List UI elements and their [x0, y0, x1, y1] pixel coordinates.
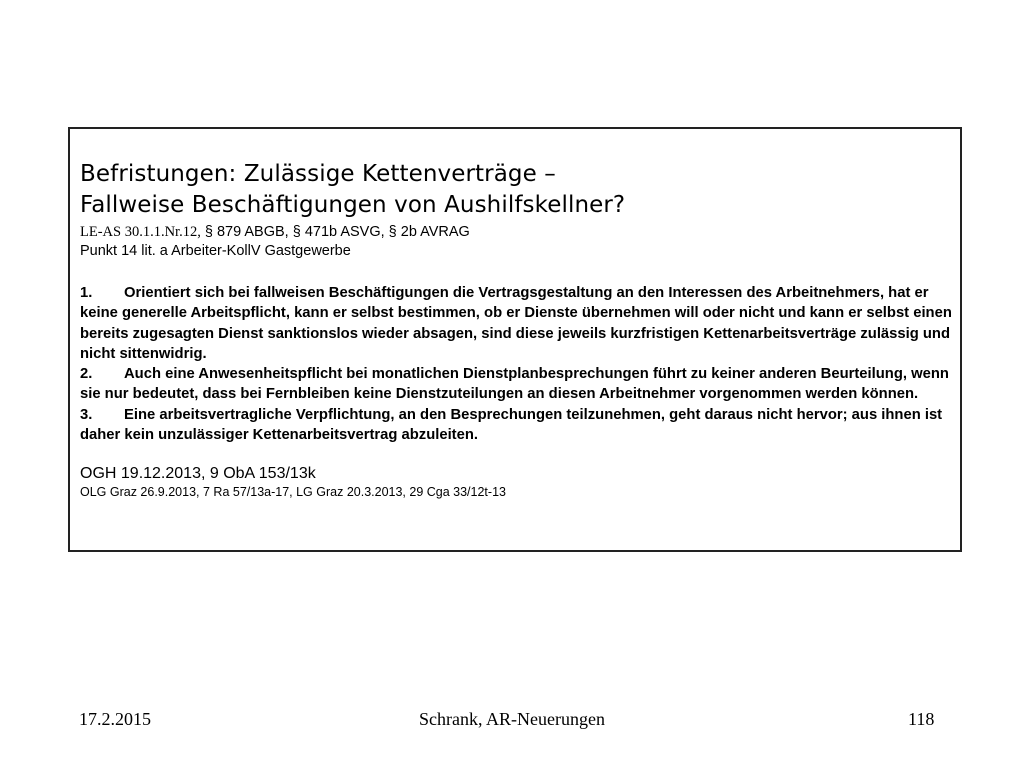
- headnote-text: Eine arbeitsvertragliche Verpflichtung, an den Besprechungen teilzunehmen, geht daraus nicht hervor; aus ihnen ist daher kein unzulässiger Kettenarbeitsvertrag abzuleiten.: [80, 406, 943, 444]
- headnote-number: 3.: [80, 406, 93, 423]
- references-line-2: Punkt 14 lit. a Arbeiter-KollV Gastgewerbe: [80, 243, 351, 259]
- headnotes: [80, 283, 964, 445]
- title-line-1: Befristungen: Zulässige Kettenverträge –: [80, 161, 556, 187]
- references-line-1: [80, 223, 960, 242]
- title-line-2: Fallweise Beschäftigungen von Aushilfskellner?: [80, 192, 626, 218]
- statute-references: § 879 ABGB, § 471b ASVG, § 2b AVRAG: [200, 224, 470, 240]
- headnote-text: Auch eine Anwesenheitspflicht bei monatlichen Dienstplanbesprechungen führt zu keiner anderen Beurteilung, wenn sie nur bedeutet, dass bei Fernbleiben keine Dienstzuteilungen an diesen Arbeitnehmer vorgenommen werden können.: [80, 366, 949, 403]
- headnote-text: Orientiert sich bei fallweisen Beschäftigungen die Vertragsgestaltung an den Interessen des Arbeitnehmers, hat er keine generelle Arbeitspflicht, kann er selbst bestimmen, ob er Dienste übernehmen will oder nicht und kann er selbst einen bereits zugesagten Dienst sanktionslos wieder absagen, sind diese jeweils kurzfristigen Kettenarbeitsverträge zulässig und nicht sittenwidrig.: [80, 285, 952, 362]
- headnote-1: [80, 283, 964, 364]
- headnote-2: [80, 364, 964, 405]
- footer-date: 17.2.2015: [79, 709, 151, 729]
- content-box: [68, 127, 962, 552]
- ogh-citation: OGH 19.12.2013, 9 ObA 153/13k: [80, 465, 316, 483]
- slide-title: [80, 159, 960, 221]
- headnote-3: [80, 405, 964, 446]
- court-citation: [80, 463, 960, 501]
- page-number: 118: [908, 709, 935, 729]
- legal-references: [80, 223, 960, 261]
- lower-court-citation: OLG Graz 26.9.2013, 7 Ra 57/13a-17, LG Graz 20.3.2013, 29 Cga 33/12t-13: [80, 485, 506, 500]
- le-as-reference: LE-AS 30.1.1.Nr.12,: [80, 224, 201, 240]
- footer-title: Schrank, AR-Neuerungen: [419, 709, 605, 729]
- headnote-number: 2.: [80, 366, 93, 383]
- headnote-number: 1.: [80, 285, 93, 301]
